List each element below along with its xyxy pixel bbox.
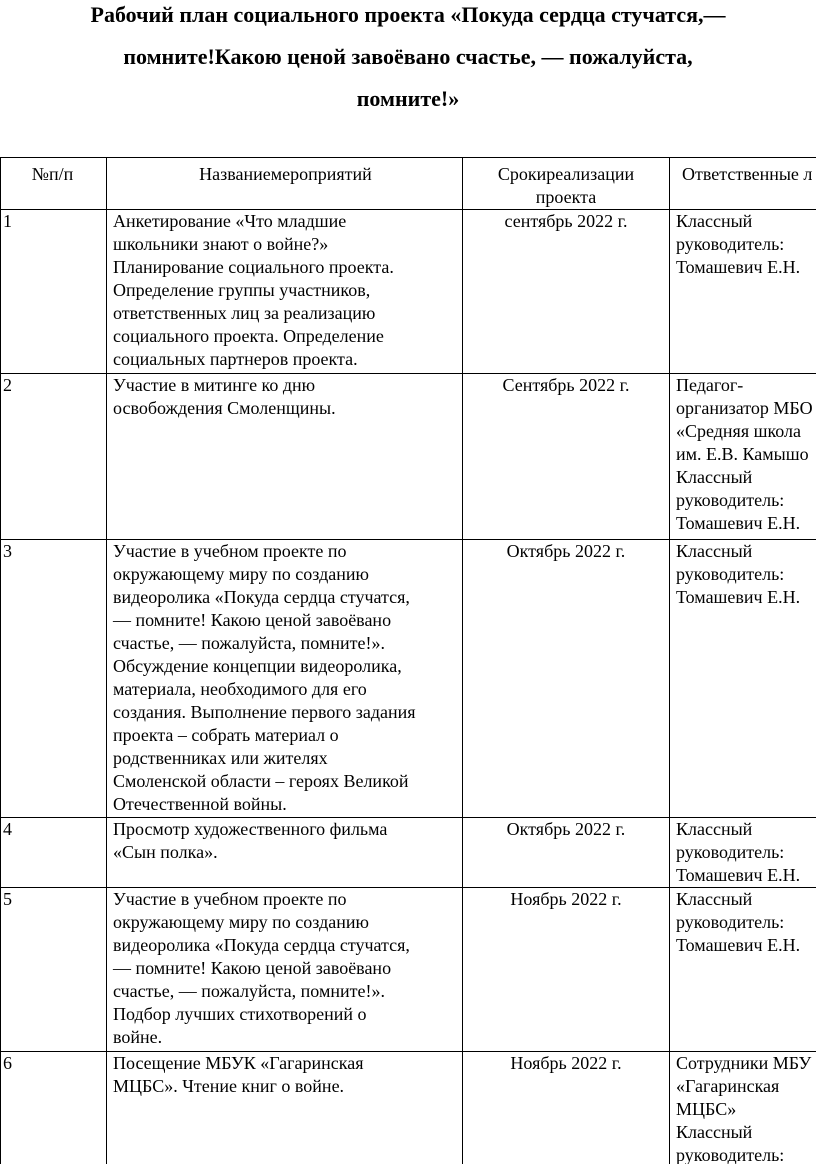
- row-responsible-cell: [670, 540, 816, 818]
- activity-text-line: создания. Выполнение первого задания: [113, 702, 416, 722]
- activity-text-line: Участие в митинге ко дню: [113, 375, 316, 395]
- responsible-text-line: Классный: [676, 1122, 753, 1142]
- responsible-text-line: руководитель:: [676, 912, 785, 932]
- responsible-text-line: Томашевич Е.Н.: [676, 587, 801, 607]
- activity-text-line: Участие в учебном проекте по: [113, 541, 347, 561]
- row-responsible-cell: [670, 818, 816, 888]
- row-responsible-cell: [670, 210, 816, 374]
- activity-text-line: школьники знают о войне?»: [113, 234, 329, 254]
- activity-text-line: проекта – собрать материал о: [113, 725, 339, 745]
- responsible-text-line: Классный: [676, 889, 753, 909]
- title-line-1: Рабочий план социального проекта «Покуда сердца стучатся,—: [90, 2, 726, 27]
- activity-text-line: Просмотр художественного фильма: [113, 819, 388, 839]
- activity-text-line: материала, необходимого для его: [113, 679, 367, 699]
- responsible-text-line: Сотрудники МБУ: [676, 1053, 812, 1073]
- activity-text-line: видеоролика «Покуда сердца стучатся,: [113, 935, 410, 955]
- activity-text-line: «Сын полка».: [113, 842, 218, 862]
- responsible-text-line: Томашевич Е.Н.: [676, 513, 801, 533]
- activity-text-line: социальных партнеров проекта.: [113, 349, 358, 369]
- row-date-cell: Октябрь 2022 г.: [463, 818, 670, 888]
- activity-text-line: МЦБС». Чтение книг о войне.: [113, 1076, 345, 1096]
- responsible-text-line: «Средняя школа: [676, 421, 802, 441]
- activity-text-line: Смоленской области – героях Великой: [113, 771, 409, 791]
- row-activity-cell: [107, 374, 463, 540]
- responsible-text-line: Педагог-: [676, 375, 744, 395]
- row-activity-cell: [107, 540, 463, 818]
- activity-text-line: Анкетирование «Что младшие: [113, 211, 347, 231]
- row-number-cell: 1: [1, 210, 107, 374]
- table-row: [1, 540, 816, 818]
- row-number-cell: 3: [1, 540, 107, 818]
- activity-text-line: — помните! Какою ценой завоёвано: [113, 610, 392, 630]
- activity-text-line: родственниках или жителях: [113, 748, 328, 768]
- table-header-row: [1, 158, 816, 210]
- activity-text-line: Планирование социального проекта.: [113, 257, 394, 277]
- activity-text-line: счастье, — пожалуйста, помните!».: [113, 633, 385, 653]
- title-line-3: помните!»: [356, 86, 460, 111]
- row-date-cell: Ноябрь 2022 г.: [463, 1052, 670, 1164]
- activity-text-line: окружающему миру по созданию: [113, 912, 369, 932]
- plan-table: [0, 157, 816, 1164]
- row-date-cell: сентябрь 2022 г.: [463, 210, 670, 374]
- responsible-text-line: Классный: [676, 211, 753, 231]
- activity-text-line: освобождения Смоленщины.: [113, 398, 336, 418]
- row-number-cell: 4: [1, 818, 107, 888]
- row-activity-cell: [107, 210, 463, 374]
- activity-text-line: счастье, — пожалуйста, помните!».: [113, 981, 385, 1001]
- header-responsible: Ответственные л: [670, 158, 816, 210]
- title-line-2: помните!Какою ценой завоёвано счастье, — пожалуйста,: [123, 44, 693, 69]
- responsible-text-line: руководитель:: [676, 842, 785, 862]
- responsible-text-line: Томашевич Е.Н.: [676, 935, 801, 955]
- responsible-text-line: Томашевич Е.Н.: [676, 865, 801, 885]
- row-activity-cell: [107, 1052, 463, 1164]
- plan-table-container: [0, 157, 816, 1164]
- responsible-text-line: руководитель:: [676, 564, 785, 584]
- responsible-text-line: руководитель:: [676, 1145, 785, 1164]
- activity-text-line: Обсуждение концепции видеоролика,: [113, 656, 402, 676]
- activity-text-line: окружающему миру по созданию: [113, 564, 369, 584]
- responsible-text-line: «Гагаринская: [676, 1076, 780, 1096]
- activity-text-line: видеоролика «Покуда сердца стучатся,: [113, 587, 410, 607]
- row-activity-cell: [107, 818, 463, 888]
- responsible-text-line: Классный: [676, 541, 753, 561]
- header-dates: Срокиреализации проекта: [463, 158, 670, 210]
- activity-text-line: Посещение МБУК «Гагаринская: [113, 1053, 364, 1073]
- activity-text-line: Участие в учебном проекте по: [113, 889, 347, 909]
- table-row: [1, 818, 816, 888]
- row-responsible-cell: [670, 1052, 816, 1164]
- row-responsible-cell: [670, 374, 816, 540]
- row-date-cell: Сентябрь 2022 г.: [463, 374, 670, 540]
- activity-text-line: социального проекта. Определение: [113, 326, 384, 346]
- row-date-cell: Октябрь 2022 г.: [463, 540, 670, 818]
- responsible-text-line: Классный: [676, 819, 753, 839]
- table-row: [1, 210, 816, 374]
- activity-text-line: Отечественной войны.: [113, 794, 287, 814]
- table-row: [1, 374, 816, 540]
- activity-text-line: ответственных лиц за реализацию: [113, 303, 376, 323]
- responsible-text-line: руководитель:: [676, 490, 785, 510]
- row-number-cell: 6: [1, 1052, 107, 1164]
- header-num: №п/п: [1, 158, 107, 210]
- responsible-text-line: Томашевич Е.Н.: [676, 257, 801, 277]
- activity-text-line: войне.: [113, 1027, 163, 1047]
- activity-text-line: Подбор лучших стихотворений о: [113, 1004, 367, 1024]
- row-number-cell: 5: [1, 888, 107, 1052]
- row-date-cell: Ноябрь 2022 г.: [463, 888, 670, 1052]
- responsible-text-line: Классный: [676, 467, 753, 487]
- row-number-cell: 2: [1, 374, 107, 540]
- responsible-text-line: им. Е.В. Камышо: [676, 444, 809, 464]
- responsible-text-line: МЦБС»: [676, 1099, 737, 1119]
- row-responsible-cell: [670, 888, 816, 1052]
- table-row: [1, 888, 816, 1052]
- header-name: Названиемероприятий: [107, 158, 463, 210]
- table-row: [1, 1052, 816, 1164]
- activity-text-line: — помните! Какою ценой завоёвано: [113, 958, 392, 978]
- row-activity-cell: [107, 888, 463, 1052]
- activity-text-line: Определение группы участников,: [113, 280, 371, 300]
- responsible-text-line: организатор МБО: [676, 398, 813, 418]
- responsible-text-line: руководитель:: [676, 234, 785, 254]
